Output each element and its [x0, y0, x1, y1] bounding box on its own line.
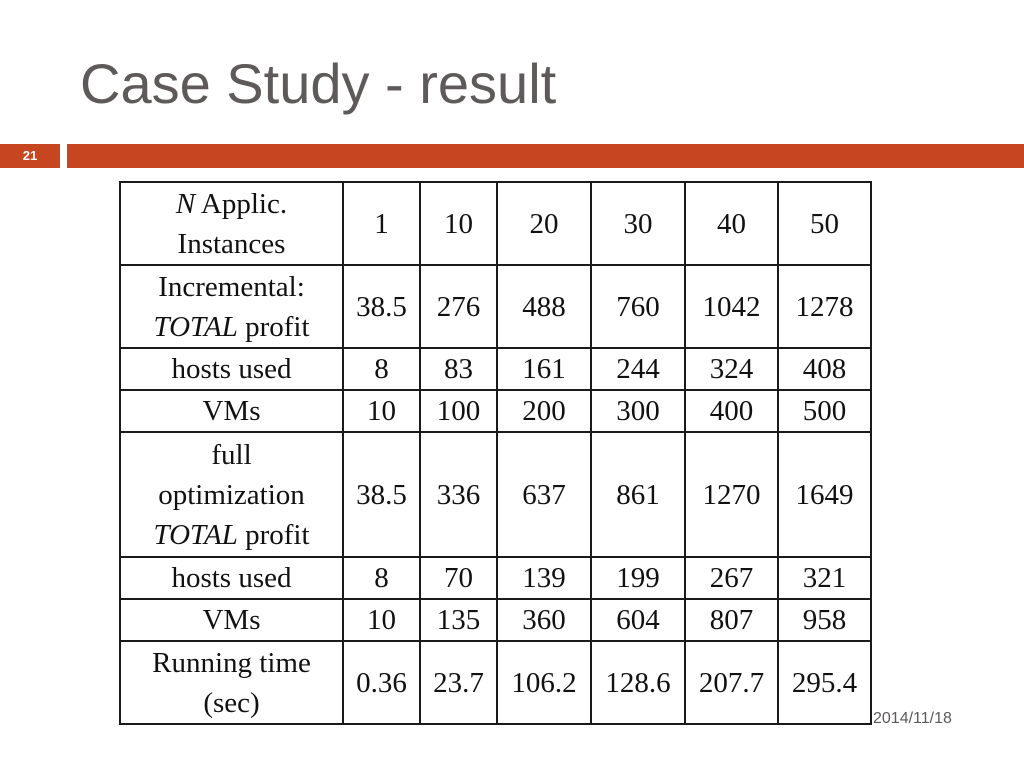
- table-cell: 488: [497, 265, 591, 348]
- running-time-label: Running time: [152, 646, 311, 679]
- table-cell: 267: [685, 557, 778, 599]
- table-cell: 10: [343, 599, 420, 641]
- table-cell: 958: [778, 599, 871, 641]
- table-cell: 199: [591, 557, 685, 599]
- table-cell: 8: [343, 348, 420, 390]
- full-profit-label-cell: [120, 432, 343, 557]
- table-cell: 807: [685, 599, 778, 641]
- slide-number: 21: [0, 144, 60, 168]
- table-row-full-vms: [120, 599, 871, 641]
- table-row-running-time: [120, 641, 871, 724]
- table-row-header: [120, 182, 871, 265]
- header-label-cell: [120, 182, 343, 265]
- table-cell: 8: [343, 557, 420, 599]
- table-row-incremental-vms: [120, 390, 871, 432]
- table-cell: 604: [591, 599, 685, 641]
- table-row-incremental-profit: [120, 265, 871, 348]
- table-cell: 360: [497, 599, 591, 641]
- total-italic-label: TOTAL: [153, 518, 238, 551]
- table-cell: 100: [420, 390, 497, 432]
- table-cell: 324: [685, 348, 778, 390]
- seconds-unit-label: (sec): [203, 686, 260, 719]
- row-label: VMs: [120, 390, 343, 432]
- table-cell: 1649: [778, 432, 871, 557]
- total-italic-label: TOTAL: [153, 310, 238, 343]
- table-cell: 276: [420, 265, 497, 348]
- table-cell: 106.2: [497, 641, 591, 724]
- table-cell: 321: [778, 557, 871, 599]
- table-cell: 1278: [778, 265, 871, 348]
- header-label-instances: Instances: [177, 227, 286, 260]
- table-cell: 50: [778, 182, 871, 265]
- table-cell: 135: [420, 599, 497, 641]
- running-time-label-cell: [120, 641, 343, 724]
- profit-label: profit: [237, 310, 310, 343]
- optimization-label: optimization: [158, 478, 305, 511]
- table-cell: 38.5: [343, 265, 420, 348]
- table-cell: 207.7: [685, 641, 778, 724]
- table-cell: 1042: [685, 265, 778, 348]
- table-row-full-hosts: [120, 557, 871, 599]
- slide-date: 2014/11/18: [873, 710, 952, 727]
- table-cell: 38.5: [343, 432, 420, 557]
- table-cell: 400: [685, 390, 778, 432]
- table-cell: 139: [497, 557, 591, 599]
- table-cell: 20: [497, 182, 591, 265]
- row-label: hosts used: [120, 348, 343, 390]
- table-cell: 23.7: [420, 641, 497, 724]
- title-accent-bar: [67, 144, 1024, 168]
- table-cell: 40: [685, 182, 778, 265]
- results-table: [119, 181, 872, 725]
- header-label-applic: Applic.: [195, 187, 288, 220]
- table-cell: 30: [591, 182, 685, 265]
- table-cell: 336: [420, 432, 497, 557]
- table-cell: 1270: [685, 432, 778, 557]
- table-cell: 10: [343, 390, 420, 432]
- table-cell: 760: [591, 265, 685, 348]
- incremental-profit-label-cell: [120, 265, 343, 348]
- table-cell: 70: [420, 557, 497, 599]
- profit-label: profit: [237, 518, 310, 551]
- row-label: hosts used: [120, 557, 343, 599]
- table-cell: 200: [497, 390, 591, 432]
- table-cell: 128.6: [591, 641, 685, 724]
- table-cell: 83: [420, 348, 497, 390]
- table-cell: 300: [591, 390, 685, 432]
- slide-title: Case Study - result: [80, 52, 557, 115]
- table-row-incremental-hosts: [120, 348, 871, 390]
- table-cell: 10: [420, 182, 497, 265]
- table-cell: 861: [591, 432, 685, 557]
- row-label: VMs: [120, 599, 343, 641]
- header-label-n: N: [175, 187, 196, 220]
- table-cell: 1: [343, 182, 420, 265]
- table-cell: 0.36: [343, 641, 420, 724]
- full-label: full: [211, 438, 252, 471]
- table-cell: 637: [497, 432, 591, 557]
- table-row-full-profit: [120, 432, 871, 557]
- incremental-label: Incremental:: [158, 270, 305, 303]
- table-cell: 408: [778, 348, 871, 390]
- table-cell: 500: [778, 390, 871, 432]
- table-cell: 161: [497, 348, 591, 390]
- table-cell: 295.4: [778, 641, 871, 724]
- table-cell: 244: [591, 348, 685, 390]
